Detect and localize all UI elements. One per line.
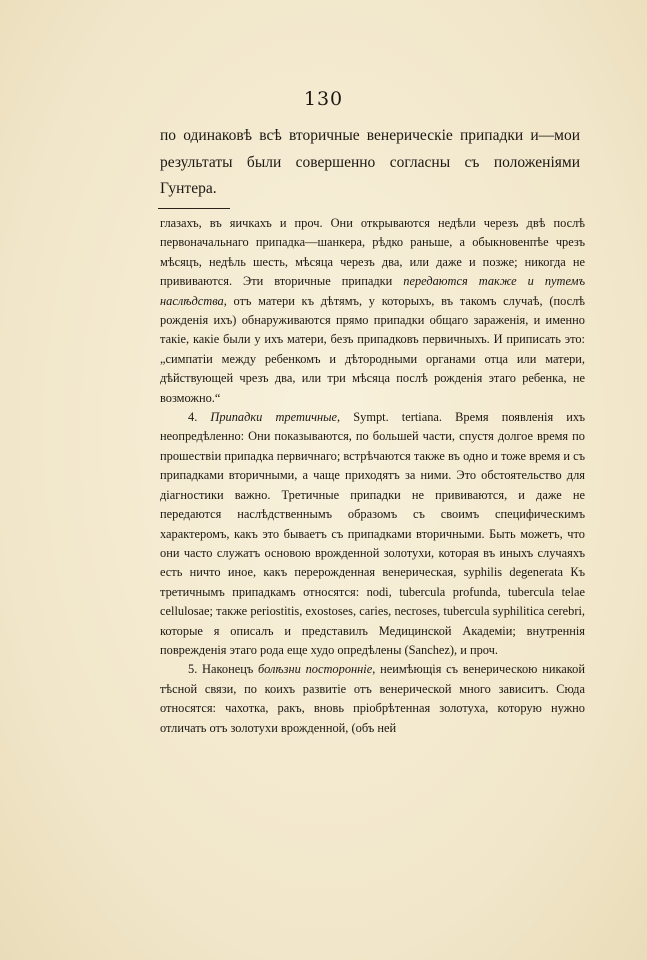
page-number: 130 xyxy=(303,88,344,110)
footnote-p2-text-b: , Sympt. tertiana. Время появленія ихъ неопредѣленно: Они показываются, по большей части, спустя долгое время по прошествіи припадка первичнаго; встрѣчаются также въ одно и тоже время и съ припадками вторичными, а чаще приходятъ за ними. Это обстоятельство для діагностики важно. Третичные припадки не прививаются, и даже не передаются наслѣдственнымъ образомъ съ своимъ специфическимъ характеромъ, какъ это бываетъ съ припадками вторичными. Быть можетъ, что они часто служатъ основою врожденной золотухи, которая въ иныхъ случаяхъ есть ничто иное, какъ перерожденная венерическая, syphilis degenerata Къ третичнымъ припадкамъ относятся: nodi, tubercula profunda, tubercula telae cellulosae; также periostitis, exostoses, caries, necroses, tubercula syphilitica cerebri, которые я описалъ и представилъ Медицинской Академіи; внутреннія поврежденія этаго рода еще худо опредѣлены (Sanchez), и проч. xyxy=(160,410,585,657)
footnote-p1-text-a: глазахъ, въ яичкахъ и проч. Они открываются недѣли черезъ двѣ послѣ первоначальнаго припадка—шанкера, рѣдко раньше, а обыкновенпѣе чрезъ мѣсяцъ, недѣль шесть, мѣсяца черезъ два, или даже и позже; никогда не прививаются. Эти вторичные припадки xyxy=(160,216,585,289)
footnote-p3-italic: болѣзни посторонніе xyxy=(258,662,373,677)
footnote-block xyxy=(160,214,585,738)
main-paragraph: по одинаковѣ всѣ вторичные венерическіе припадки и—мои результаты были совершенно согласны съ положеніями Гунтера. xyxy=(160,127,580,197)
footnote-p1-text-b: , отъ матери къ дѣтямъ, у которыхъ, въ такомъ случаѣ, (послѣ рожденія ихъ) обнаруживаются прямо припадки общаго зараженія, и именно такіе, какіе были у ихъ матери, безъ припадковъ первичныхъ. И приписать это: „симпатіи между ребенкомъ и дѣтородными органами отца или матери, дѣйствующей чрезъ два, или три мѣсяца послѣ рожденія этаго ребенка, не возможно.“ xyxy=(160,293,585,405)
footnote-paragraph-2 xyxy=(160,408,585,660)
footnote-p2-text-a: 4. xyxy=(188,410,211,425)
footnote-paragraph-3 xyxy=(160,660,585,738)
footnote-p3-text-b: , неимѣющія съ венерическою никакой тѣсной связи, по коихъ развитіе отъ венерической много зависитъ. Сюда относятся: чахотка, ракъ, вновь пріобрѣтенная золотуха, которую нужно отличать отъ золотухи врожденной, (объ ней xyxy=(160,662,586,735)
footnote-p1-italic: передаются также и путемъ наслѣдства xyxy=(160,274,585,308)
footnote-paragraph-1 xyxy=(160,214,585,408)
main-text-block xyxy=(160,123,580,203)
footnote-p3-text-a: 5. Наконецъ xyxy=(188,662,259,677)
footnote-separator xyxy=(158,208,230,209)
footnote-p2-italic: Припадки третичные xyxy=(210,410,338,425)
